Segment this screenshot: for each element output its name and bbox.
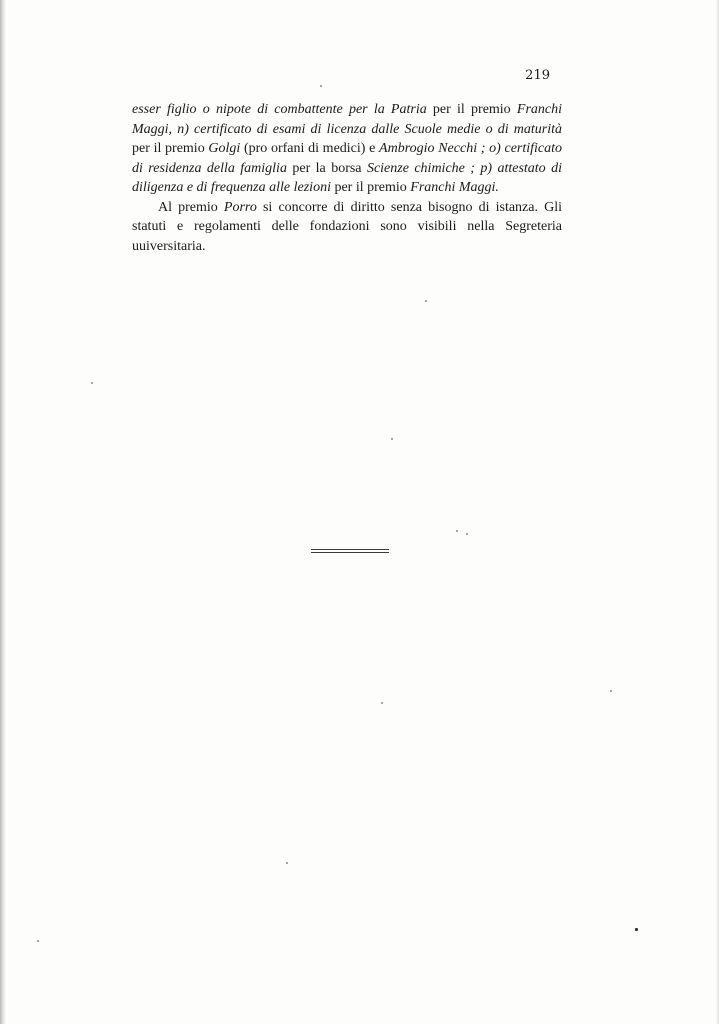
paragraph-2 xyxy=(132,198,562,257)
scan-speck xyxy=(610,690,612,692)
p1-italic-1: esser figlio o nipote di combattente per la Patria xyxy=(132,102,427,117)
p1-italic-2: Franchi xyxy=(516,102,563,117)
scan-speck xyxy=(635,928,638,931)
p2-text-1: Al premio xyxy=(158,199,224,215)
p1-text-4: per la borsa xyxy=(286,160,367,176)
scan-speck xyxy=(286,862,288,864)
scan-speck xyxy=(466,533,468,535)
scan-speck xyxy=(425,300,427,302)
scan-speck xyxy=(37,940,39,942)
p1-text-1: per il premio xyxy=(426,102,517,117)
paragraph-1 xyxy=(132,100,562,198)
body-text xyxy=(132,100,562,256)
scan-speck xyxy=(91,382,93,384)
p1-text-6: premio xyxy=(367,180,411,195)
page-number: 219 xyxy=(525,68,550,83)
p1-italic-8: Scienze xyxy=(366,160,409,176)
p1-italic-4: maturità xyxy=(513,121,562,137)
scan-speck xyxy=(456,530,458,532)
p1-italic-10: Franchi Maggi. xyxy=(410,180,499,195)
p1-italic-7: Necchi ; o) certificato di residenza della famiglia xyxy=(132,141,563,176)
p1-italic-5: Golgi xyxy=(208,141,241,156)
p2-italic-1: Porro xyxy=(223,199,257,215)
p2-text-2: si concorre di diritto senza bisogno di istanza. Gli statuti e regolamenti delle fondazioni sono visibili nella Segreteria uuiversitaria. xyxy=(132,199,563,254)
end-rule-top xyxy=(311,549,389,550)
scan-speck xyxy=(381,702,383,704)
p1-italic-6: Ambrogio xyxy=(379,141,435,156)
p1-text-3: (pro orfani di medici) e xyxy=(240,141,380,156)
scan-left-edge xyxy=(0,0,6,1024)
p1-italic-3: Maggi, n) certificato di esami di licenza dalle Scuole medie o di xyxy=(132,121,509,137)
p1-text-2: per il premio xyxy=(132,141,209,156)
scan-speck xyxy=(320,85,322,87)
p1-italic-9: chimiche ; p) attestato di diligenza e di frequenza alle lezioni xyxy=(132,160,562,195)
scan-speck xyxy=(391,438,393,440)
p1-text-5: per il xyxy=(330,180,364,195)
end-rule-bottom xyxy=(311,552,389,553)
